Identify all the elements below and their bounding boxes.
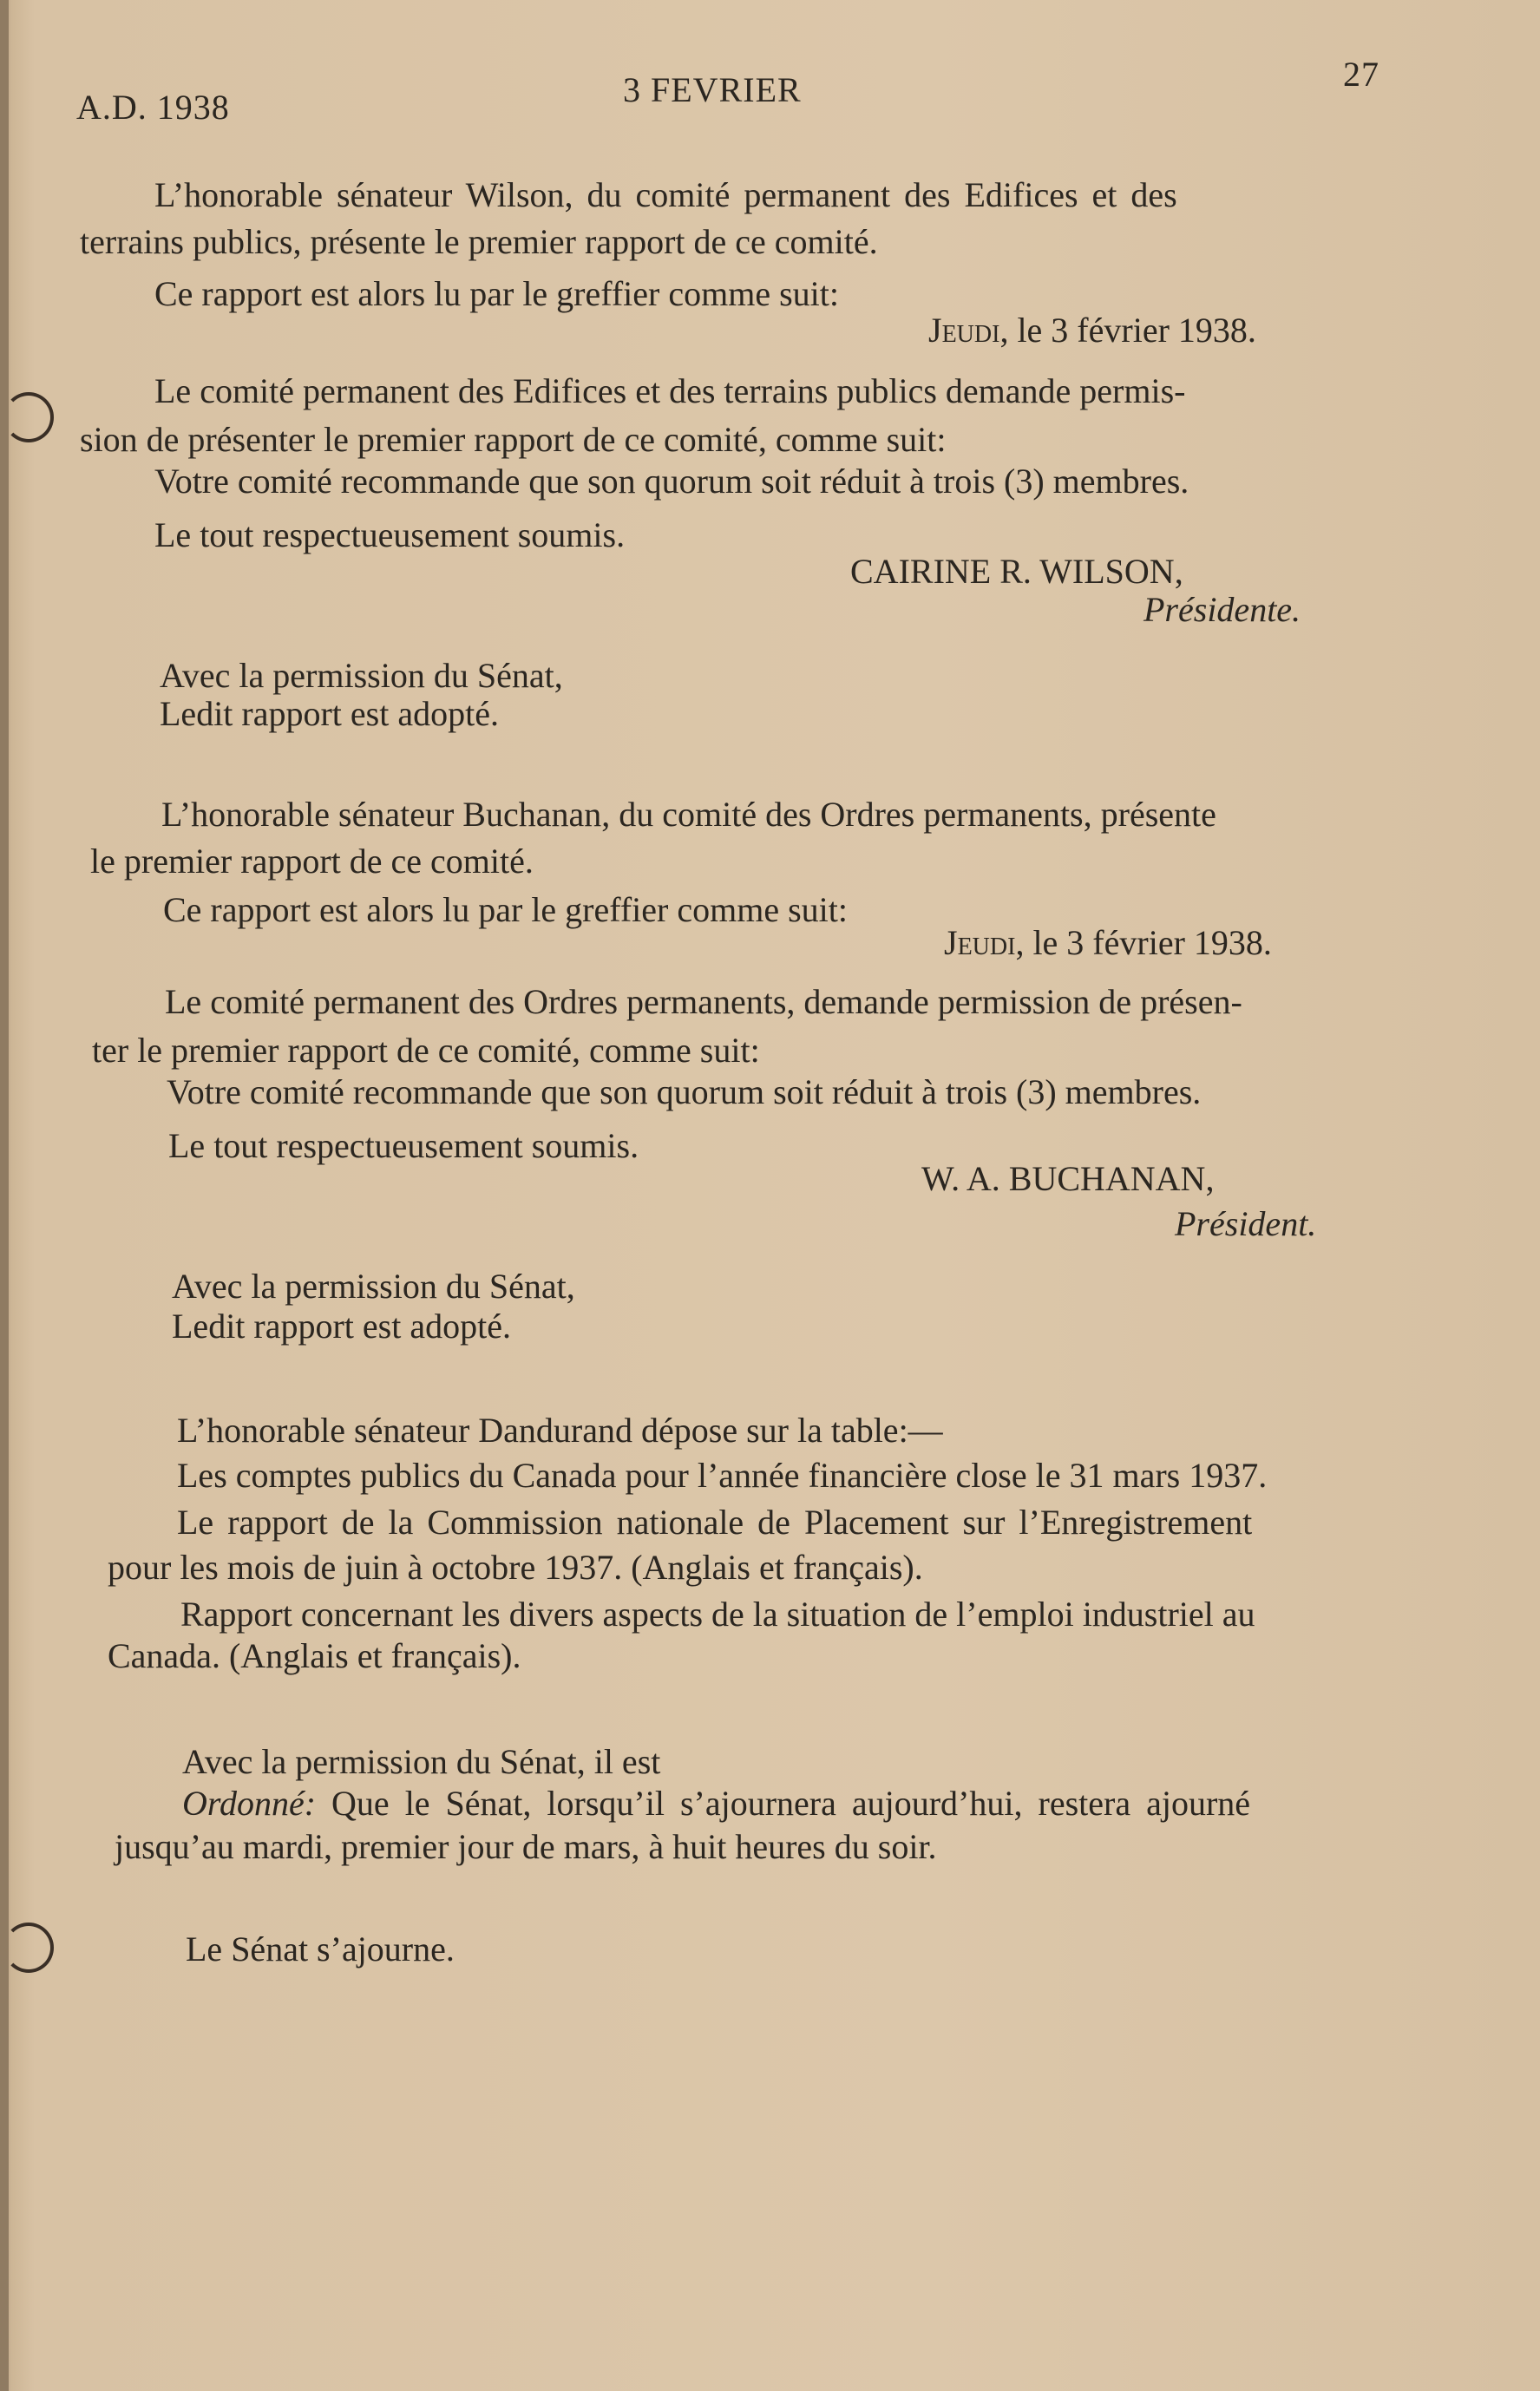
wilson-date-day: Jeudi bbox=[928, 311, 1000, 350]
buchanan-adopt-line1: Avec la permission du Sénat, bbox=[172, 1267, 575, 1306]
header-date: 3 FEVRIER bbox=[623, 70, 802, 109]
buchanan-intro-line1: L’honorable sénateur Buchanan, du comité des Ordres permanents, présente bbox=[161, 795, 1216, 834]
wilson-adopt-line2: Ledit rapport est adopté. bbox=[160, 694, 499, 733]
buchanan-closing: Le tout respectueusement soumis. bbox=[168, 1126, 639, 1165]
buchanan-date-rest: , le 3 février 1938. bbox=[1015, 923, 1272, 962]
wilson-date bbox=[928, 309, 1256, 352]
margin-mark bbox=[3, 1923, 54, 1973]
wilson-closing: Le tout respectueusement soumis. bbox=[154, 515, 626, 554]
order-ordonne: Ordonné: bbox=[182, 1784, 317, 1823]
wilson-body-line1: Le comité permanent des Edifices et des terrains publics demande permis- bbox=[154, 371, 1186, 410]
dandurand-item3-line1: Rapport concernant les divers aspects de la situation de l’emploi industriel au bbox=[180, 1595, 1255, 1634]
dandurand-item3-line2: Canada. (Anglais et français). bbox=[108, 1636, 521, 1675]
buchanan-date-day: Jeudi bbox=[944, 923, 1016, 962]
dandurand-item2-line1: Le rapport de la Commission nationale de Placement sur l’Enregistrement bbox=[177, 1503, 1253, 1542]
page-number: 27 bbox=[1343, 55, 1379, 94]
buchanan-intro-line2: le premier rapport de ce comité. bbox=[90, 842, 534, 881]
order-line2 bbox=[182, 1782, 1250, 1825]
buchanan-signature-name: W. A. BUCHANAN, bbox=[921, 1159, 1215, 1198]
dandurand-item1: Les comptes publics du Canada pour l’année financière close le 31 mars 1937. bbox=[177, 1456, 1268, 1495]
wilson-date-rest: , le 3 février 1938. bbox=[999, 311, 1256, 350]
buchanan-date bbox=[944, 921, 1272, 965]
wilson-adopt-line1: Avec la permission du Sénat, bbox=[160, 656, 563, 695]
dandurand-item2-line2: pour les mois de juin à octobre 1937. (Anglais et français). bbox=[108, 1548, 923, 1587]
buchanan-recommend: Votre comité recommande que son quorum soit réduit à trois (3) membres. bbox=[167, 1072, 1202, 1111]
buchanan-body-line1: Le comité permanent des Ordres permanents, demande permission de présen- bbox=[165, 982, 1242, 1021]
order-line3: jusqu’au mardi, premier jour de mars, à huit heures du soir. bbox=[115, 1827, 937, 1866]
buchanan-read-line: Ce rapport est alors lu par le greffier comme suit: bbox=[163, 890, 849, 929]
wilson-signature-name: CAIRINE R. WILSON, bbox=[850, 552, 1183, 591]
wilson-read-line: Ce rapport est alors lu par le greffier comme suit: bbox=[154, 274, 840, 313]
order-line2-rest: Que le Sénat, lorsqu’il s’ajournera aujourd’hui, restera ajourné bbox=[316, 1784, 1251, 1823]
wilson-intro-line2: terrains publics, présente le premier rapport de ce comité. bbox=[80, 222, 878, 261]
wilson-recommend: Votre comité recommande que son quorum soit réduit à trois (3) membres. bbox=[154, 462, 1189, 501]
wilson-intro-line1: L’honorable sénateur Wilson, du comité permanent des Edifices et des bbox=[154, 175, 1177, 214]
buchanan-adopt-line2: Ledit rapport est adopté. bbox=[172, 1307, 511, 1346]
dandurand-intro: L’honorable sénateur Dandurand dépose sur la table:— bbox=[177, 1411, 943, 1450]
adjourn-line: Le Sénat s’ajourne. bbox=[186, 1929, 455, 1968]
order-line1: Avec la permission du Sénat, il est bbox=[182, 1742, 661, 1781]
margin-mark bbox=[3, 392, 54, 442]
wilson-signature-title: Présidente. bbox=[1144, 590, 1301, 629]
header-year: A.D. 1938 bbox=[76, 88, 230, 127]
buchanan-body-line2: ter le premier rapport de ce comité, comme suit: bbox=[92, 1031, 760, 1070]
binding-edge bbox=[0, 0, 9, 2391]
buchanan-signature-title: Président. bbox=[1175, 1204, 1317, 1243]
wilson-body-line2: sion de présenter le premier rapport de ce comité, comme suit: bbox=[80, 420, 947, 459]
